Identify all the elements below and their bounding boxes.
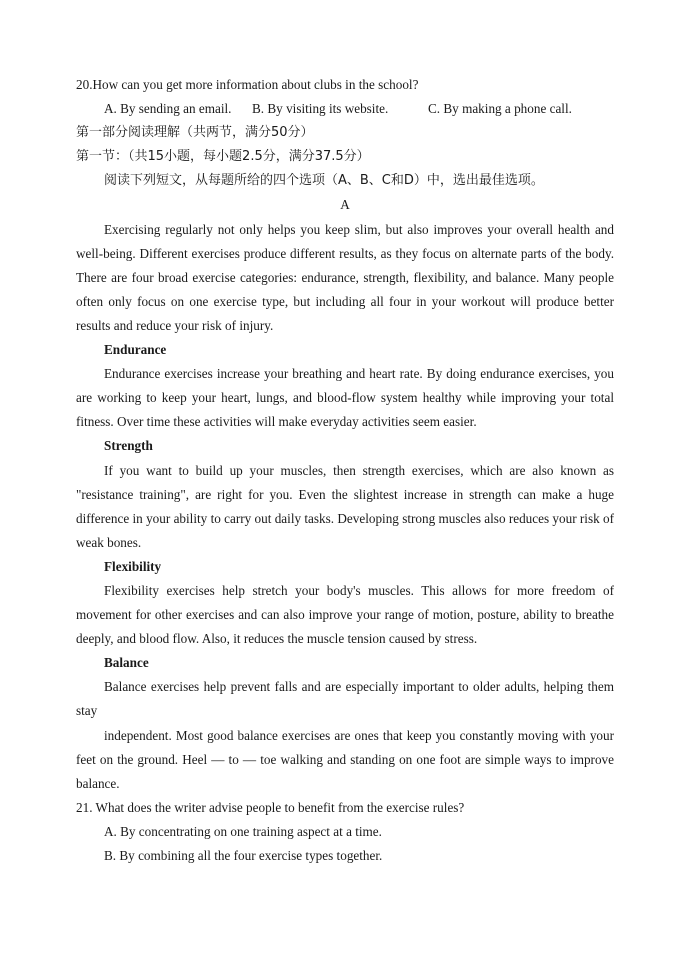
option-20-a: A. By sending an email.: [104, 101, 232, 117]
question-20: 20.How can you get more information about clubs in the school?: [76, 77, 419, 92]
paragraph-flexibility: Flexibility exercises help stretch your body's muscles. This allows for more freedom of movement for other exercises and can also improve your range of motion, posture, ability to breathe deeply, and blood flow. Also, it reduces the muscle tension caused by stress.: [76, 582, 614, 647]
passage-label: A: [340, 197, 350, 213]
option-21-a: A. By concentrating on one training aspect at a time.: [104, 823, 382, 839]
section-title: 第一节：（共15小题，每小题2.5分，满分37.5分）: [76, 149, 370, 165]
question-21: 21. What does the writer advise people to benefit from the exercise rules?: [76, 799, 465, 815]
paragraph-balance-1: Balance exercises help prevent falls and are especially important to older adults, helping them stay: [76, 679, 614, 719]
paragraph-balance-2: independent. Most good balance exercises are ones that keep you constantly moving with your feet on the ground. Heel — to — toe walking and standing on one foot are simple ways to improve balance.: [76, 727, 614, 791]
document-content: [76, 73, 614, 868]
part-title: 第一部分阅读理解（共两节，满分50分）: [76, 125, 314, 141]
option-21-b: B. By combining all the four exercise types together.: [104, 848, 383, 863]
option-20-b: B. By visiting its website.: [252, 101, 389, 117]
heading-strength: Strength: [104, 438, 153, 454]
section-instruction: 阅读下列短文，从每题所给的四个选项（A、B、C和D）中，选出最佳选项。: [104, 173, 544, 189]
heading-flexibility: Flexibility: [104, 558, 162, 574]
paragraph-strength: If you want to build up your muscles, then strength exercises, which are also known as "resistance training", are right for you. Even the slightest increase in strength can make a huge difference in your ability to carry out daily tasks. Developing strong muscles also reduces your risk of weak bones.: [76, 462, 614, 550]
heading-endurance: Endurance: [104, 342, 167, 358]
question-20-options: [76, 97, 614, 121]
paragraph-endurance: Endurance exercises increase your breathing and heart rate. By doing endurance exercises, you are working to keep your heart, lungs, and blood-flow system healthy while improving your total fitness. Over time these activities will make everyday activities seem easier.: [76, 366, 614, 430]
passage-intro: Exercising regularly not only helps you keep slim, but also improves your overall health and well-being. Different exercises produce different results, as they focus on alternate parts of the body. There are four broad exercise categories: endurance, strength, flexibility, and balance. Many people often only focus on one exercise type, but including all four in your workout will produce better results and reduce your risk of injury.: [76, 221, 614, 333]
heading-balance: Balance: [104, 655, 149, 671]
option-20-c: C. By making a phone call.: [428, 101, 572, 117]
